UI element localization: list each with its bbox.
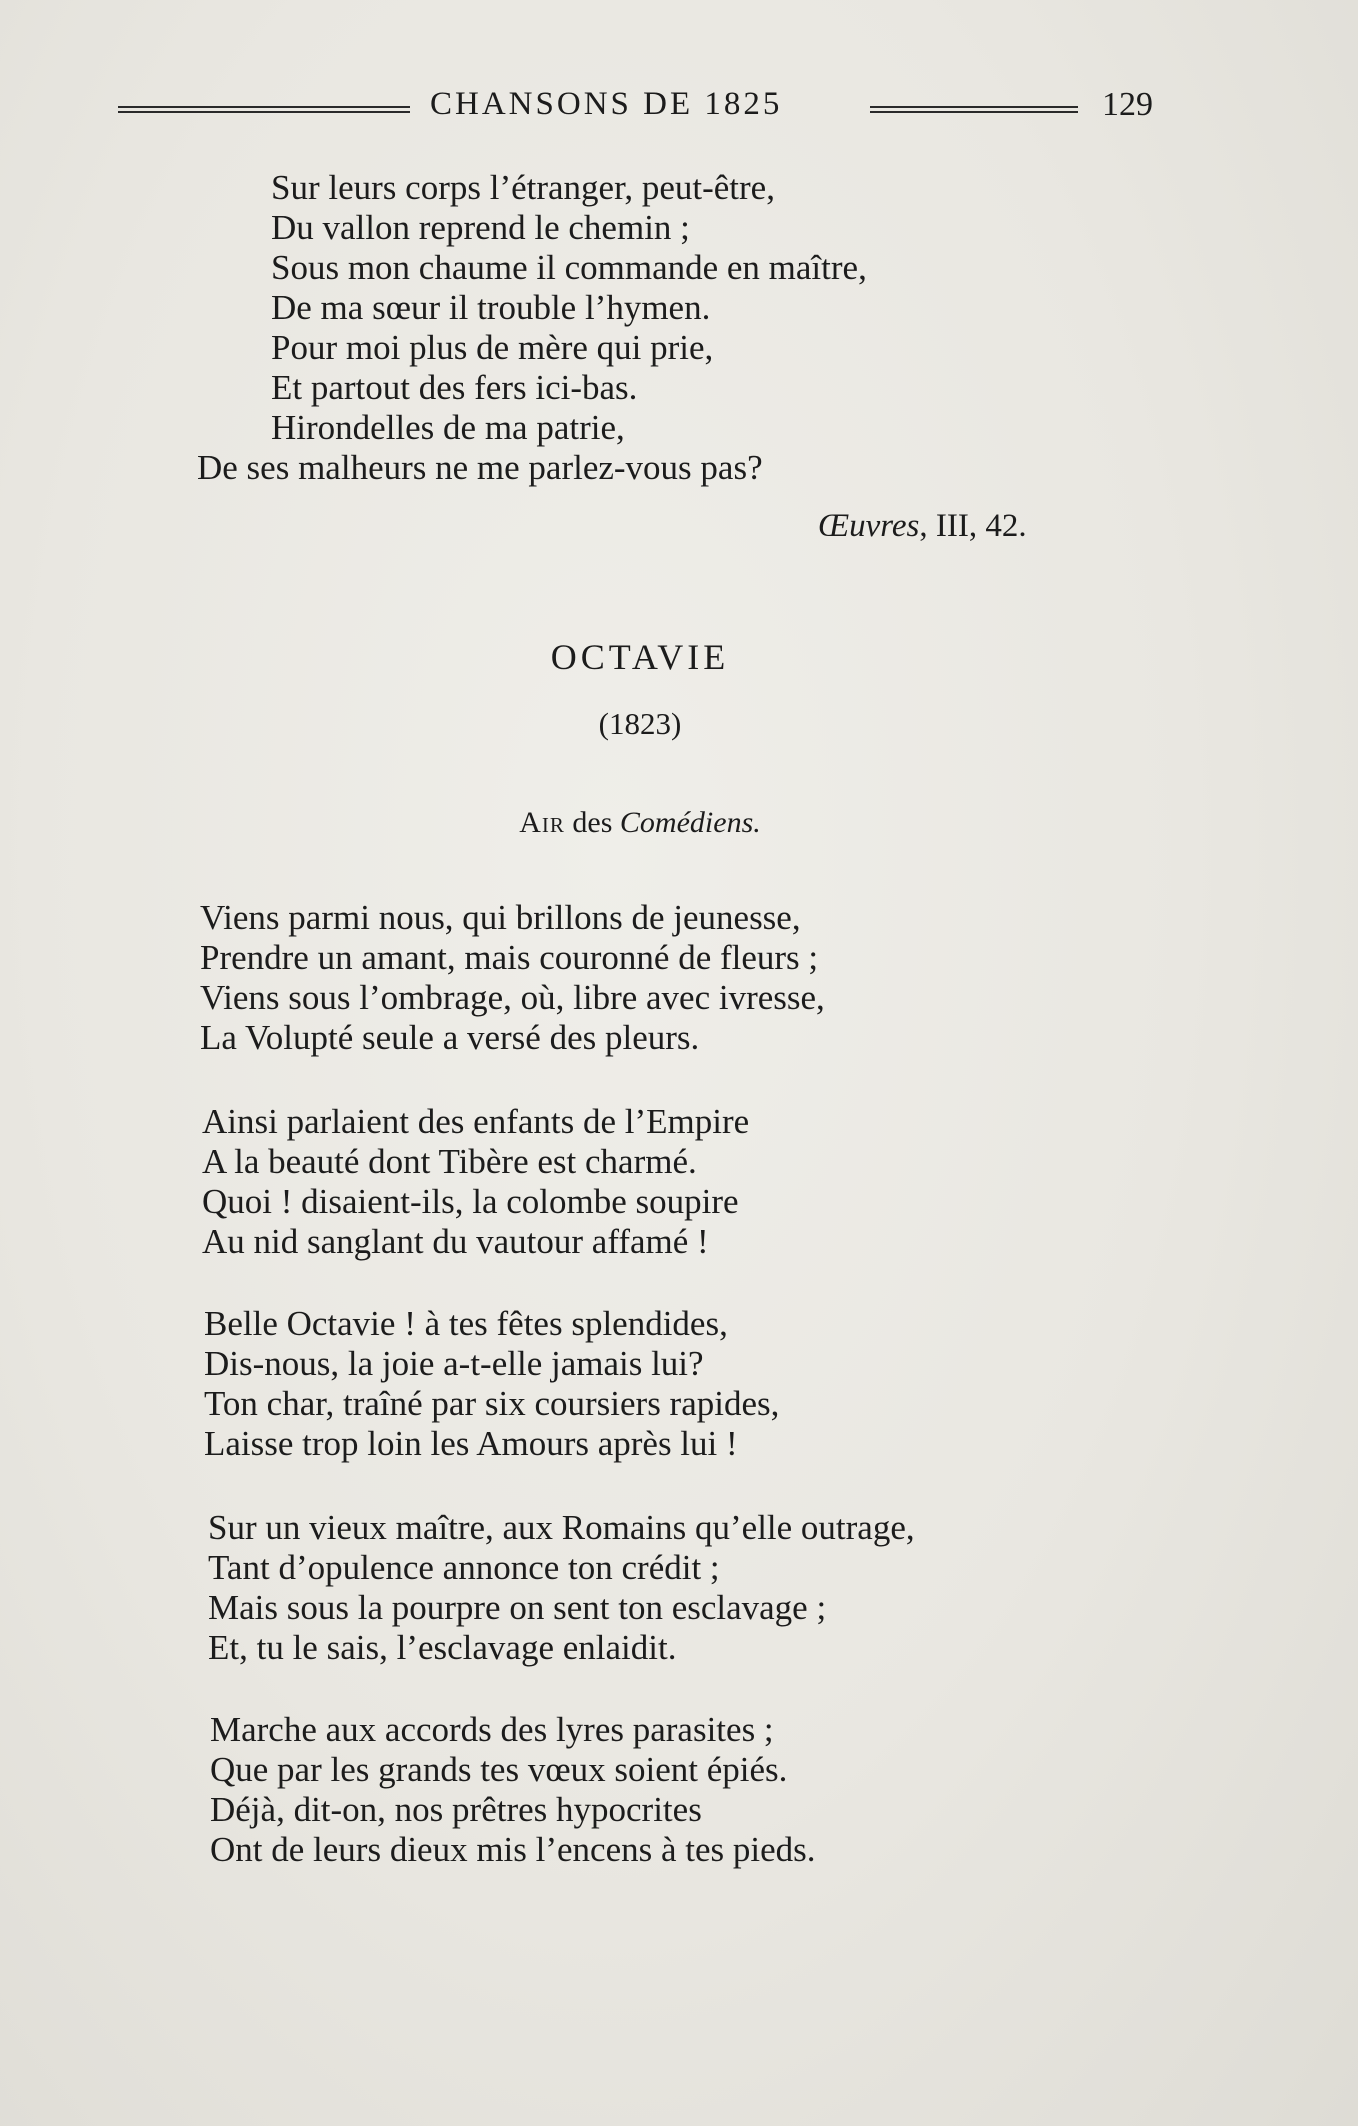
verse-line: Quoi ! disaient-ils, la colombe soupire bbox=[202, 1182, 739, 1221]
verse-line: Tant d’opulence annonce ton crédit ; bbox=[208, 1548, 720, 1587]
verse-line: Et, tu le sais, l’esclavage enlaidit. bbox=[208, 1628, 677, 1667]
stanza-5 bbox=[210, 1710, 816, 1870]
stanza-4 bbox=[208, 1508, 915, 1668]
page-number: 129 bbox=[1102, 86, 1153, 123]
verse-line: Prendre un amant, mais couronné de fleurs ; bbox=[200, 938, 819, 977]
verse-line: Laisse trop loin les Amours après lui ! bbox=[204, 1424, 738, 1463]
verse-line: Hirondelles de ma patrie, bbox=[271, 408, 625, 447]
previous-poem-final-stanza bbox=[197, 168, 867, 488]
verse-line: Viens sous l’ombrage, où, libre avec ivresse, bbox=[200, 978, 825, 1017]
verse-line: Belle Octavie ! à tes fêtes splendides, bbox=[204, 1304, 728, 1343]
verse-line: Sur un vieux maître, aux Romains qu’elle outrage, bbox=[208, 1508, 915, 1547]
running-header bbox=[118, 86, 1168, 134]
verse-line: Sur leurs corps l’étranger, peut-être, bbox=[271, 168, 775, 207]
stanza-3 bbox=[204, 1304, 779, 1464]
verse-line: Et partout des fers ici-bas. bbox=[271, 368, 638, 407]
verse-line: Ton char, traîné par six coursiers rapides, bbox=[204, 1384, 780, 1423]
verse-line: Sous mon chaume il commande en maître, bbox=[271, 248, 867, 287]
verse-line: Que par les grands tes vœux soient épiés. bbox=[210, 1750, 788, 1789]
running-title: CHANSONS DE 1825 bbox=[430, 86, 783, 122]
verse-line: La Volupté seule a versé des pleurs. bbox=[200, 1018, 700, 1057]
source-reference: , III, 42. bbox=[919, 508, 1027, 544]
tune-prefix: Air bbox=[519, 806, 565, 839]
tune-connector: des bbox=[564, 806, 620, 839]
verse-line: Pour moi plus de mère qui prie, bbox=[271, 328, 714, 367]
verse-line: De ma sœur il trouble l’hymen. bbox=[271, 288, 711, 327]
verse-line: Du vallon reprend le chemin ; bbox=[271, 208, 690, 247]
header-rule-left bbox=[118, 106, 410, 113]
stanza-1 bbox=[200, 898, 825, 1058]
verse-line: Viens parmi nous, qui brillons de jeunesse, bbox=[200, 898, 801, 937]
verse-line: Marche aux accords des lyres parasites ; bbox=[210, 1710, 774, 1749]
verse-line: A la beauté dont Tibère est charmé. bbox=[202, 1142, 697, 1181]
refrain-line: De ses malheurs ne me parlez-vous pas? bbox=[197, 448, 763, 487]
verse-line: Ont de leurs dieux mis l’encens à tes pieds. bbox=[210, 1830, 816, 1869]
verse-line: Déjà, dit-on, nos prêtres hypocrites bbox=[210, 1790, 702, 1829]
source-citation bbox=[818, 508, 1027, 545]
verse-line: Mais sous la pourpre on sent ton esclavage ; bbox=[208, 1588, 827, 1627]
poem-title: OCTAVIE bbox=[550, 637, 730, 677]
poem-year: (1823) bbox=[598, 706, 682, 741]
verse-line: Dis-nous, la joie a-t-elle jamais lui? bbox=[204, 1344, 704, 1383]
tune-name: Comédiens. bbox=[619, 806, 761, 839]
header-rule-right bbox=[870, 106, 1078, 113]
source-work: Œuvres bbox=[818, 508, 920, 544]
verse-line: Au nid sanglant du vautour affamé ! bbox=[202, 1222, 709, 1261]
stanza-2 bbox=[202, 1102, 749, 1262]
verse-line: Ainsi parlaient des enfants de l’Empire bbox=[202, 1102, 750, 1141]
tune-indication bbox=[0, 806, 1280, 840]
